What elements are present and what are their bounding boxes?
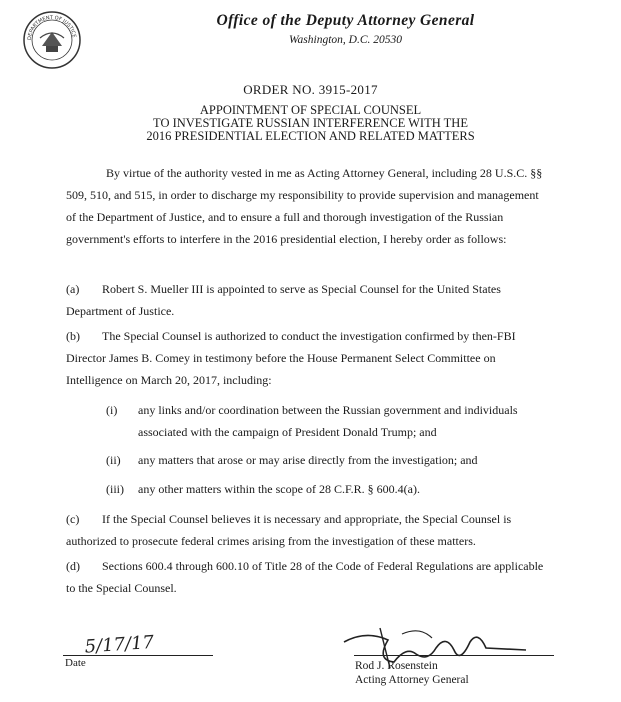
paragraph-b-label: (b) bbox=[66, 329, 80, 343]
seal-text: DEPARTMENT OF JUSTICE bbox=[26, 14, 77, 41]
subject-line-1: APPOINTMENT OF SPECIAL COUNSEL bbox=[199, 103, 422, 117]
signature-line bbox=[354, 655, 554, 656]
paragraph-a bbox=[66, 278, 546, 322]
subitem-i-line2: associated with the campaign of President Donald Trump; and bbox=[138, 425, 437, 439]
signer-name: Rod J. Rosenstein bbox=[355, 660, 438, 672]
subitem-iii bbox=[106, 478, 526, 500]
office-title: Office of the Deputy Attorney General bbox=[216, 12, 475, 29]
paragraph-d bbox=[66, 555, 546, 599]
paragraph-b-text: The Special Counsel is authorized to conduct the investigation confirmed by then-FBI Director James B. Comey in testimony before the House Permanent Select Committee on Intelligence on March 20, 2017, including: bbox=[66, 329, 516, 387]
paragraph-c bbox=[66, 508, 546, 552]
subitem-i bbox=[106, 399, 526, 443]
date-label: Date bbox=[65, 657, 86, 669]
paragraph-c-label: (c) bbox=[66, 512, 80, 526]
subitem-ii-label: (ii) bbox=[106, 453, 121, 467]
paragraph-a-text: Robert S. Mueller III is appointed to serve as Special Counsel for the United States Department of Justice. bbox=[66, 282, 501, 318]
subject-line-3: 2016 PRESIDENTIAL ELECTION AND RELATED MATTERS bbox=[146, 129, 475, 143]
paragraph-d-text: Sections 600.4 through 600.10 of Title 28 of the Code of Federal Regulations are applicable to the Special Counsel. bbox=[66, 559, 544, 595]
subitem-i-label: (i) bbox=[106, 403, 118, 417]
subitem-i-line1: any links and/or coordination between the Russian government and individuals bbox=[138, 403, 518, 417]
subitem-iii-label: (iii) bbox=[106, 482, 124, 496]
date-line bbox=[63, 655, 213, 656]
paragraph-c-text: If the Special Counsel believes it is necessary and appropriate, the Special Counsel is authorized to prosecute federal crimes arising from the investigation of these matters. bbox=[66, 512, 512, 548]
paragraph-d-label: (d) bbox=[66, 559, 80, 573]
subitem-ii-text: any matters that arose or may arise directly from the investigation; and bbox=[138, 453, 478, 467]
intro-paragraph: By virtue of the authority vested in me as Acting Attorney General, including 28 U.S.C. §§ 509, 510, and 515, in order to discharge my responsibility to provide supervision and management of the Department of Justice, and to ensure a full and thorough investigation of the Russian government's efforts to interfere in the 2016 presidential election, I hereby order as follows: bbox=[66, 166, 543, 246]
paragraph-a-label: (a) bbox=[66, 282, 80, 296]
order-subject bbox=[0, 104, 621, 143]
office-address: Washington, D.C. 20530 bbox=[289, 34, 402, 46]
paragraph-b bbox=[66, 325, 546, 391]
order-number: ORDER NO. 3915-2017 bbox=[243, 82, 378, 97]
subitem-ii bbox=[106, 449, 526, 471]
subject-line-2: TO INVESTIGATE RUSSIAN INTERFERENCE WITH THE bbox=[153, 116, 468, 130]
subitem-iii-text: any other matters within the scope of 28 C.F.R. § 600.4(a). bbox=[138, 482, 420, 496]
signer-title: Acting Attorney General bbox=[355, 674, 469, 686]
svg-text:5/17/17: 5/17/17 bbox=[83, 631, 155, 658]
